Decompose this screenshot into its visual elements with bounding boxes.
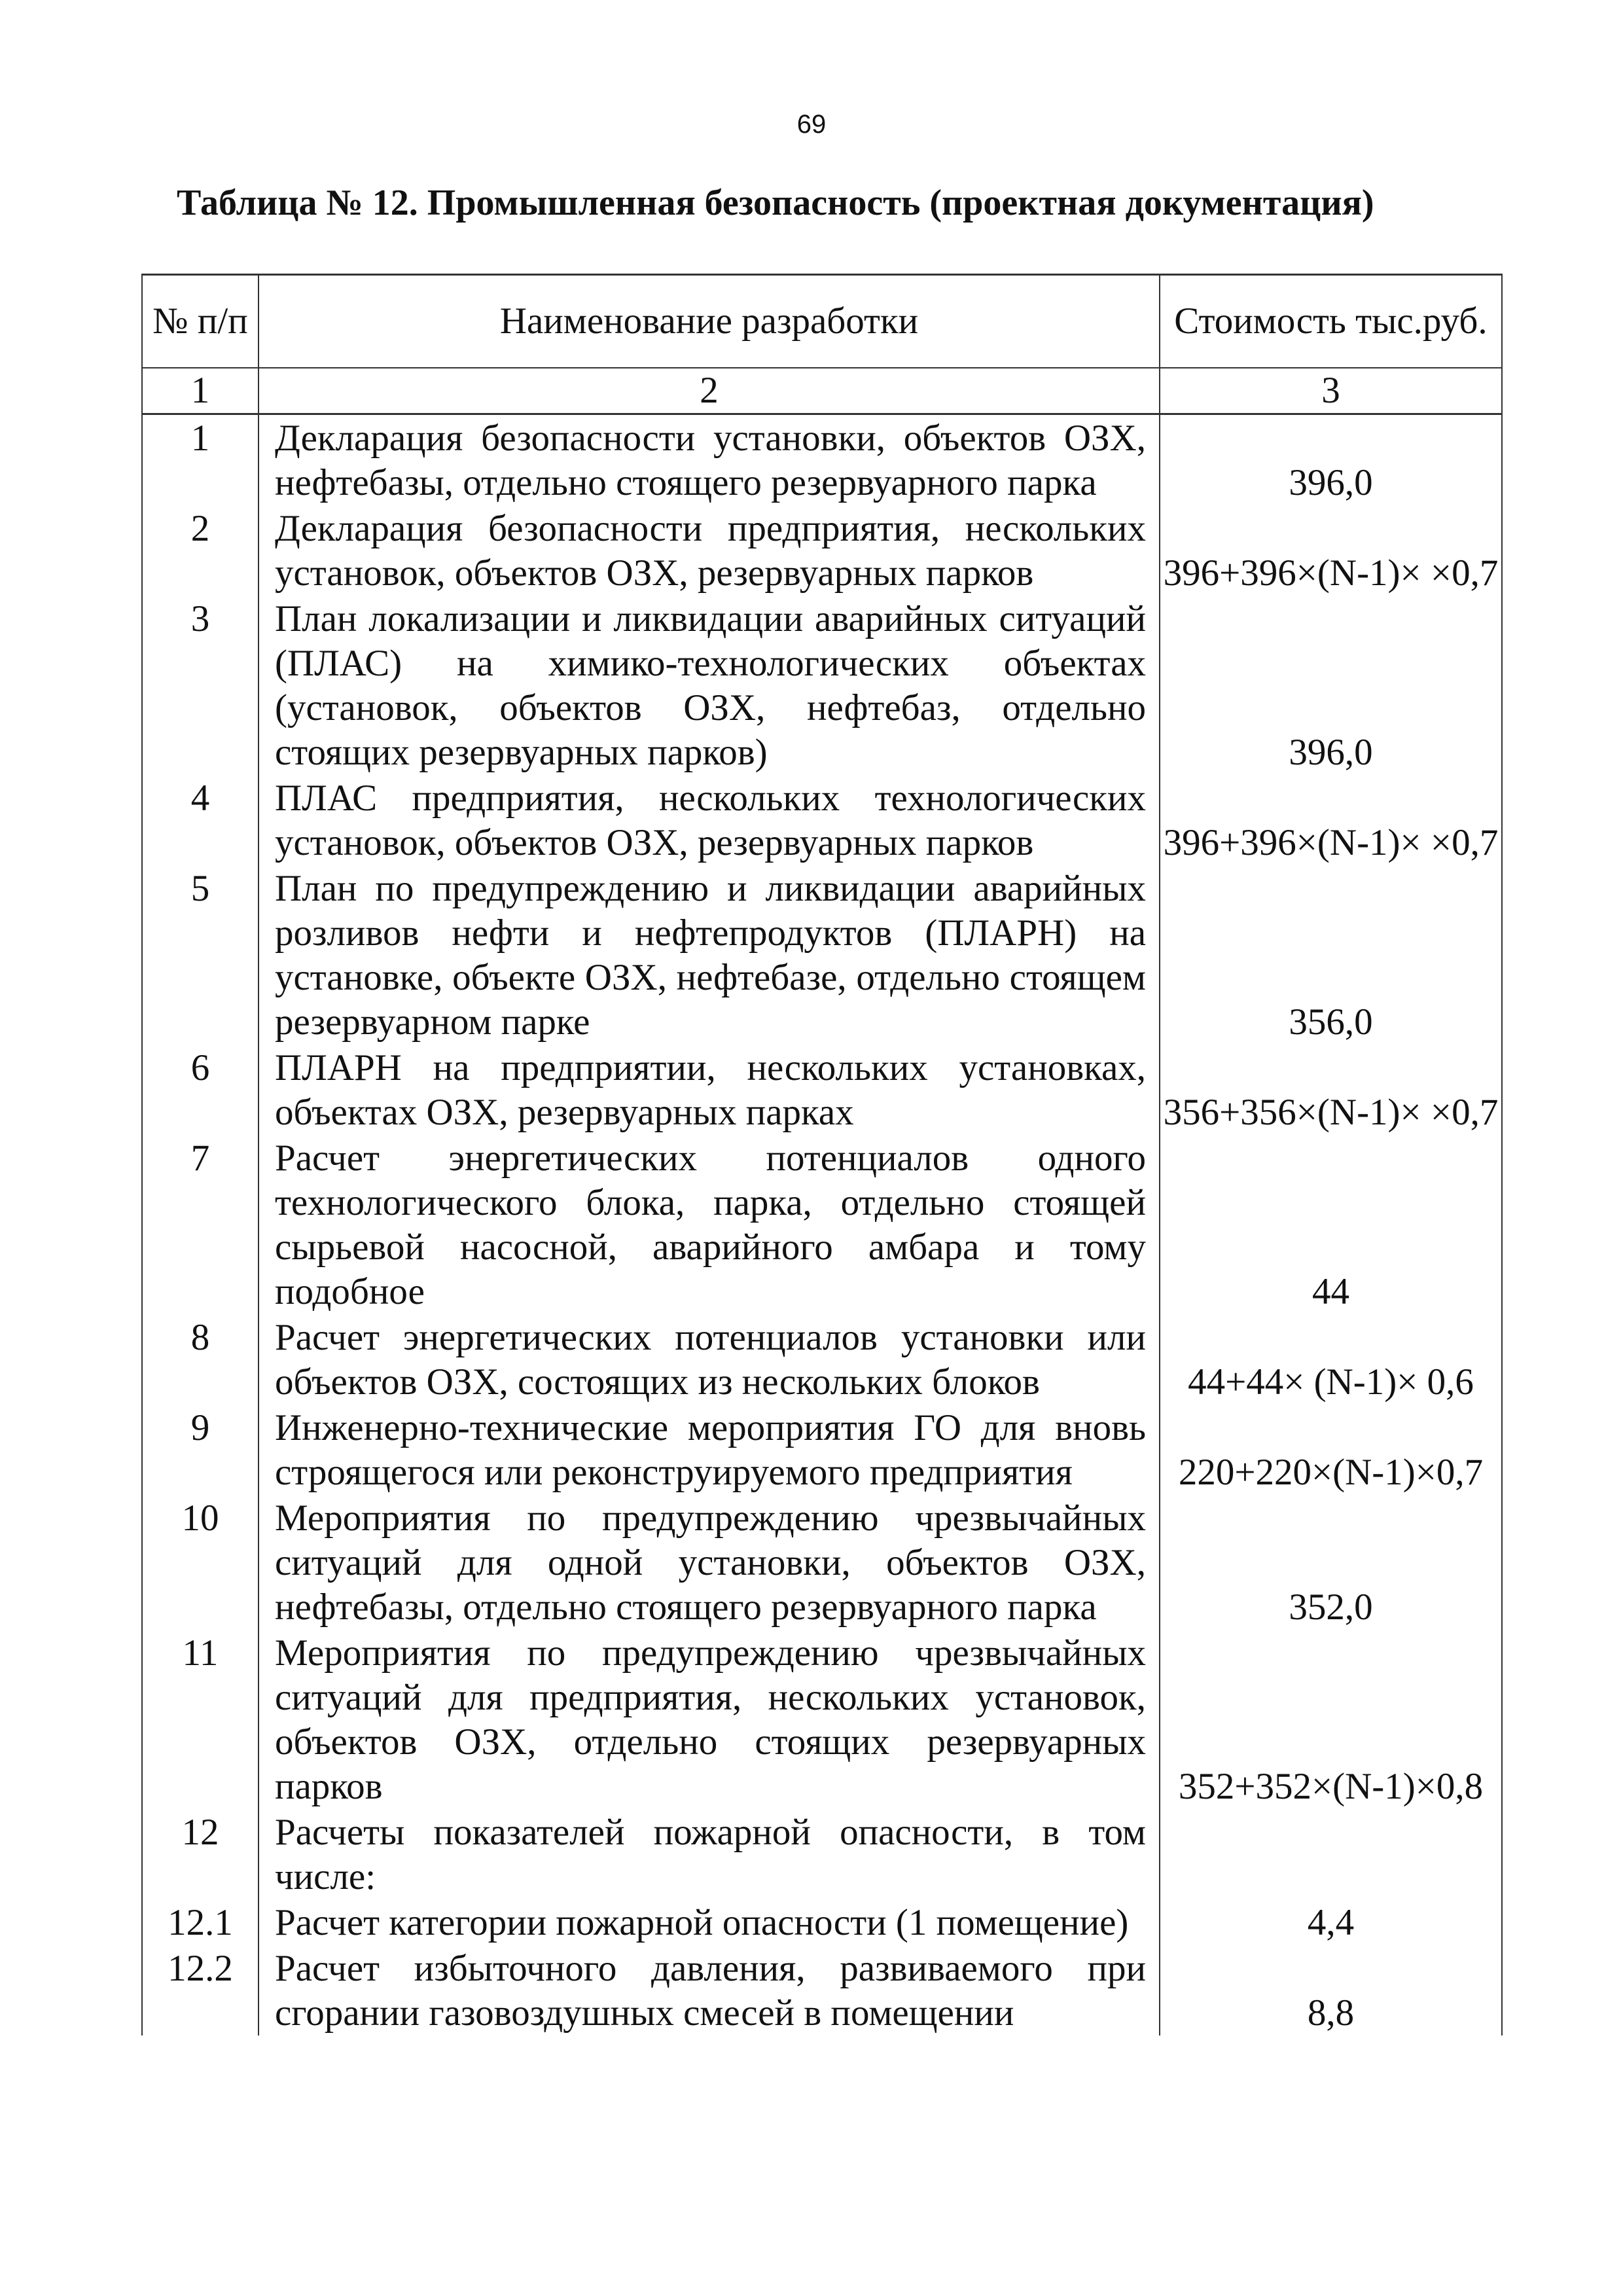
row-name: Расчет энергетических потенциалов установки или объектов ОЗХ, состоящих из нескольких блоков: [259, 1314, 1160, 1405]
row-cost: 396,0: [1160, 596, 1502, 775]
row-cost: 356+356×(N-1)× ×0,7: [1160, 1045, 1502, 1135]
header-num: № п/п: [142, 275, 259, 368]
cost-table: [141, 274, 1503, 2036]
row-cost: 4,4: [1160, 1899, 1502, 1945]
row-number: 12: [142, 1809, 259, 1899]
table-row: [142, 1945, 1502, 2036]
row-name: Декларация безопасности предприятия, нескольких установок, объектов ОЗХ, резервуарных парков: [259, 505, 1160, 596]
row-number: 4: [142, 775, 259, 865]
row-name: План по предупреждению и ликвидации аварийных розливов нефти и нефтепродуктов (ПЛАРН) на установке, объекте ОЗХ, нефтебазе, отдельно стоящем резервуарном парке: [259, 865, 1160, 1045]
row-number: 7: [142, 1135, 259, 1314]
header-cost: Стоимость тыс.руб.: [1160, 275, 1502, 368]
row-name: Мероприятия по предупреждению чрезвычайных ситуаций для одной установки, объектов ОЗХ, нефтебазы, отдельно стоящего резервуарного парка: [259, 1495, 1160, 1630]
row-number: 1: [142, 414, 259, 506]
row-cost: 8,8: [1160, 1945, 1502, 2036]
row-name: Расчет избыточного давления, развиваемого при сгорании газовоздушных смесей в помещении: [259, 1945, 1160, 2036]
table-row: [142, 1899, 1502, 1945]
table-row: [142, 1045, 1502, 1135]
row-name: Инженерно-технические мероприятия ГО для вновь строящегося или реконструируемого предприятия: [259, 1405, 1160, 1495]
row-cost: 396+396×(N-1)× ×0,7: [1160, 775, 1502, 865]
row-number: 5: [142, 865, 259, 1045]
row-cost: 44+44× (N-1)× 0,6: [1160, 1314, 1502, 1405]
table-row: [142, 596, 1502, 775]
row-number: 10: [142, 1495, 259, 1630]
row-number: 11: [142, 1630, 259, 1809]
row-name: ПЛАС предприятия, нескольких технологических установок, объектов ОЗХ, резервуарных парков: [259, 775, 1160, 865]
row-name: Расчеты показателей пожарной опасности, в том числе:: [259, 1809, 1160, 1899]
table-row: [142, 414, 1502, 506]
column-number-row: [142, 368, 1502, 414]
column-number: 2: [259, 368, 1160, 414]
table-row: [142, 505, 1502, 596]
table-row: [142, 1630, 1502, 1809]
row-name: План локализации и ликвидации аварийных ситуаций (ПЛАС) на химико-технологических объектах (установок, объектов ОЗХ, нефтебаз, отдельно стоящих резервуарных парков): [259, 596, 1160, 775]
row-name: Расчет категории пожарной опасности (1 помещение): [259, 1899, 1160, 1945]
row-cost: 220+220×(N-1)×0,7: [1160, 1405, 1502, 1495]
header-name: Наименование разработки: [259, 275, 1160, 368]
table-title: Таблица № 12. Промышленная безопасность (проектная документация): [177, 183, 1374, 223]
row-name: Декларация безопасности установки, объектов ОЗХ, нефтебазы, отдельно стоящего резервуарного парка: [259, 414, 1160, 506]
table-row: [142, 865, 1502, 1045]
table-row: [142, 1405, 1502, 1495]
row-cost: 396+396×(N-1)× ×0,7: [1160, 505, 1502, 596]
table-row: [142, 1314, 1502, 1405]
table-row: [142, 1809, 1502, 1899]
table-row: [142, 1135, 1502, 1314]
row-cost: 352,0: [1160, 1495, 1502, 1630]
column-number: 3: [1160, 368, 1502, 414]
row-number: 12.2: [142, 1945, 259, 2036]
row-number: 6: [142, 1045, 259, 1135]
row-cost: 44: [1160, 1135, 1502, 1314]
cost-table-container: [141, 274, 1501, 2036]
row-cost: [1160, 1809, 1502, 1899]
table-row: [142, 1495, 1502, 1630]
row-name: Расчет энергетических потенциалов одного технологического блока, парка, отдельно стоящей сырьевой насосной, аварийного амбара и тому подобное: [259, 1135, 1160, 1314]
row-name: Мероприятия по предупреждению чрезвычайных ситуаций для предприятия, нескольких установок, объектов ОЗХ, отдельно стоящих резервуарных парков: [259, 1630, 1160, 1809]
row-name: ПЛАРН на предприятии, нескольких установках, объектах ОЗХ, резервуарных парках: [259, 1045, 1160, 1135]
row-number: 9: [142, 1405, 259, 1495]
row-cost: 396,0: [1160, 414, 1502, 506]
page-number: 69: [796, 110, 827, 139]
row-cost: 356,0: [1160, 865, 1502, 1045]
row-number: 12.1: [142, 1899, 259, 1945]
table-row: [142, 775, 1502, 865]
row-cost: 352+352×(N-1)×0,8: [1160, 1630, 1502, 1809]
column-number: 1: [142, 368, 259, 414]
row-number: 3: [142, 596, 259, 775]
row-number: 8: [142, 1314, 259, 1405]
row-number: 2: [142, 505, 259, 596]
header-row: [142, 275, 1502, 368]
